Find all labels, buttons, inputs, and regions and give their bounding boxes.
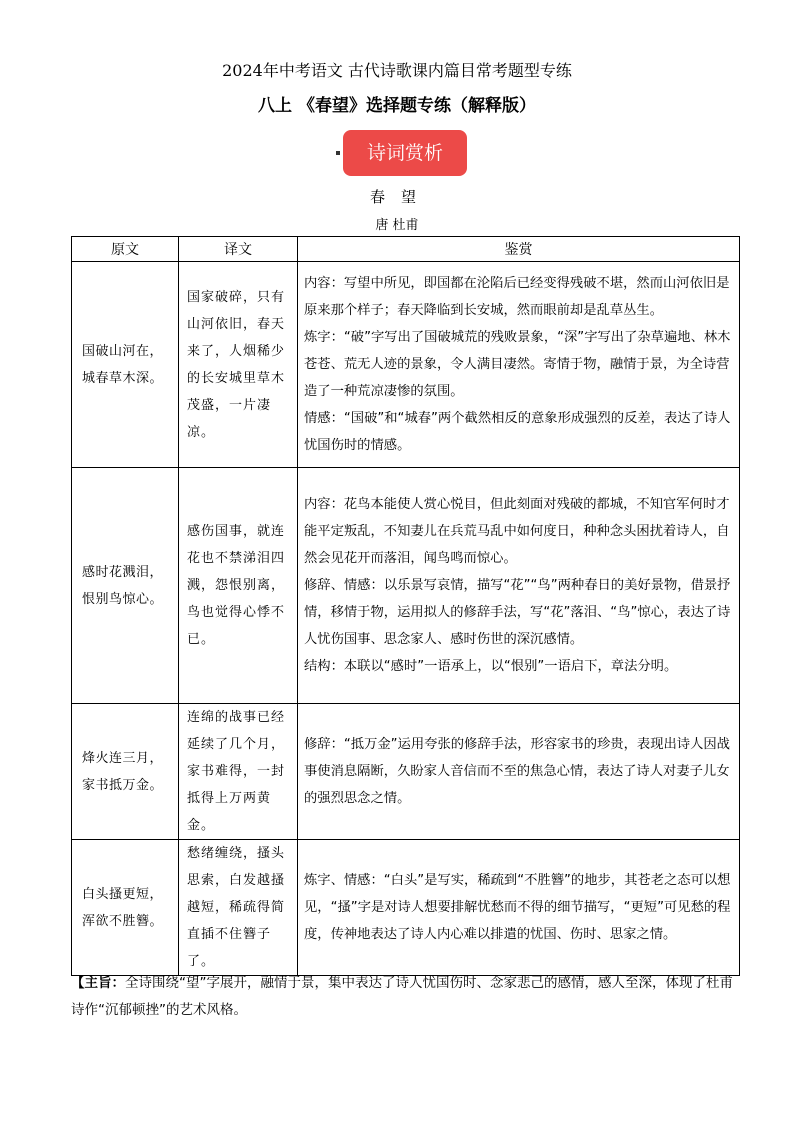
table-row (72, 262, 740, 468)
original-cell: 感时花溅泪，恨别鸟惊心。 (72, 468, 179, 704)
poem-title: 春望 (369, 188, 432, 206)
appreciation-cell (298, 468, 740, 704)
poem-author: 唐 杜甫 (375, 218, 419, 233)
header-translation: 译文 (179, 237, 298, 262)
translation-cell: 国家破碎，只有山河依旧，春天来了，人烟稀少的长安城里草木茂盛，一片凄凉。 (179, 262, 298, 468)
appreciation-paragraph: 结构：本联以“感时”一语承上，以“恨别”一语启下，章法分明。 (304, 659, 678, 674)
translation-cell: 感伤国事，就连花也不禁涕泪四溅，怨恨别离，鸟也觉得心悸不已。 (179, 468, 298, 704)
theme-label: 【主旨： (71, 975, 125, 991)
appreciation-cell (298, 704, 740, 840)
appreciation-paragraph: 内容：写望中所见，即国都在沦陷后已经变得残破不堪，然而山河依旧是原来那个样子；春天降临到长安城，然而眼前却是乱草丛生。 (304, 276, 730, 318)
translation-cell: 愁绪缠绕，搔头思索，白发越搔越短，稀疏得简直插不住簪子了。 (179, 840, 298, 976)
appreciation-paragraph: 修辞：“抵万金”运用夸张的修辞手法，形容家书的珍贵，表现出诗人因战事使消息隔断，久盼家人音信而不至的焦急心情，表达了诗人对妻子儿女的强烈思念之情。 (304, 737, 730, 806)
table-row (72, 468, 740, 704)
appreciation-paragraph: 炼字：“破”字写出了国破城荒的残败景象，“深”字写出了杂草遍地、林木苍苍、荒无人迹的景象，令人满目凄然。寄情于物，融情于景，为全诗营造了一种荒凉凄惨的氛围。 (304, 330, 731, 399)
table-row (72, 704, 740, 840)
header-appreciation: 鉴赏 (298, 237, 740, 262)
document-subtitle: 八上 《春望》选择题专练（解释版） (258, 96, 536, 116)
appreciation-paragraph: 情感：“国破”和“城春”两个截然相反的意象形成强烈的反差，表达了诗人忧国伤时的情感。 (304, 411, 731, 453)
original-cell: 白头搔更短，浑欲不胜簪。 (72, 840, 179, 976)
translation-cell: 连绵的战事已经延续了几个月，家书难得，一封抵得上万两黄金。 (179, 704, 298, 840)
table-header-row (72, 237, 740, 262)
poem-analysis-table (71, 236, 740, 976)
appreciation-paragraph: 内容：花鸟本能使人赏心悦目，但此刻面对残破的都城，不知官军何时才能平定叛乱，不知妻儿在兵荒马乱中如何度日，种种念头困扰着诗人，自然会见花开而落泪，闻鸟鸣而惊心。 (304, 497, 730, 566)
theme-text: 全诗围绕“望”字展开，融情于景，集中表达了诗人忧国伤时、念家悲己的感情，感人至深，体现了杜甫诗作“沉郁顿挫”的艺术风格。 (71, 975, 733, 1018)
appreciation-paragraph: 炼字、情感：“白头”是写实，稀疏到“不胜簪”的地步，其苍老之态可以想见，“搔”字是对诗人想要排解忧愁而不得的细节描写，“更短”可见愁的程度，传神地表达了诗人内心难以排遣的忧国、伤时、思家之情。 (304, 873, 731, 942)
bullet-dot (336, 151, 340, 155)
appreciation-cell (298, 840, 740, 976)
original-cell: 国破山河在，城春草木深。 (72, 262, 179, 468)
appreciation-cell (298, 262, 740, 468)
header-original: 原文 (72, 237, 179, 262)
table-row (72, 840, 740, 976)
section-badge: 诗词赏析 (343, 130, 467, 176)
original-cell: 烽火连三月，家书抵万金。 (72, 704, 179, 840)
document-title: 2024年中考语文 古代诗歌课内篇目常考题型专练 (222, 61, 572, 80)
theme-summary (71, 970, 743, 1024)
appreciation-paragraph: 修辞、情感：以乐景写哀情，描写“花”“鸟”两种春日的美好景物，借景抒情，移情于物，运用拟人的修辞手法，写“花”落泪、“鸟”惊心，表达了诗人忧伤国事、思念家人、感时伤世的深沉感情。 (304, 578, 731, 647)
